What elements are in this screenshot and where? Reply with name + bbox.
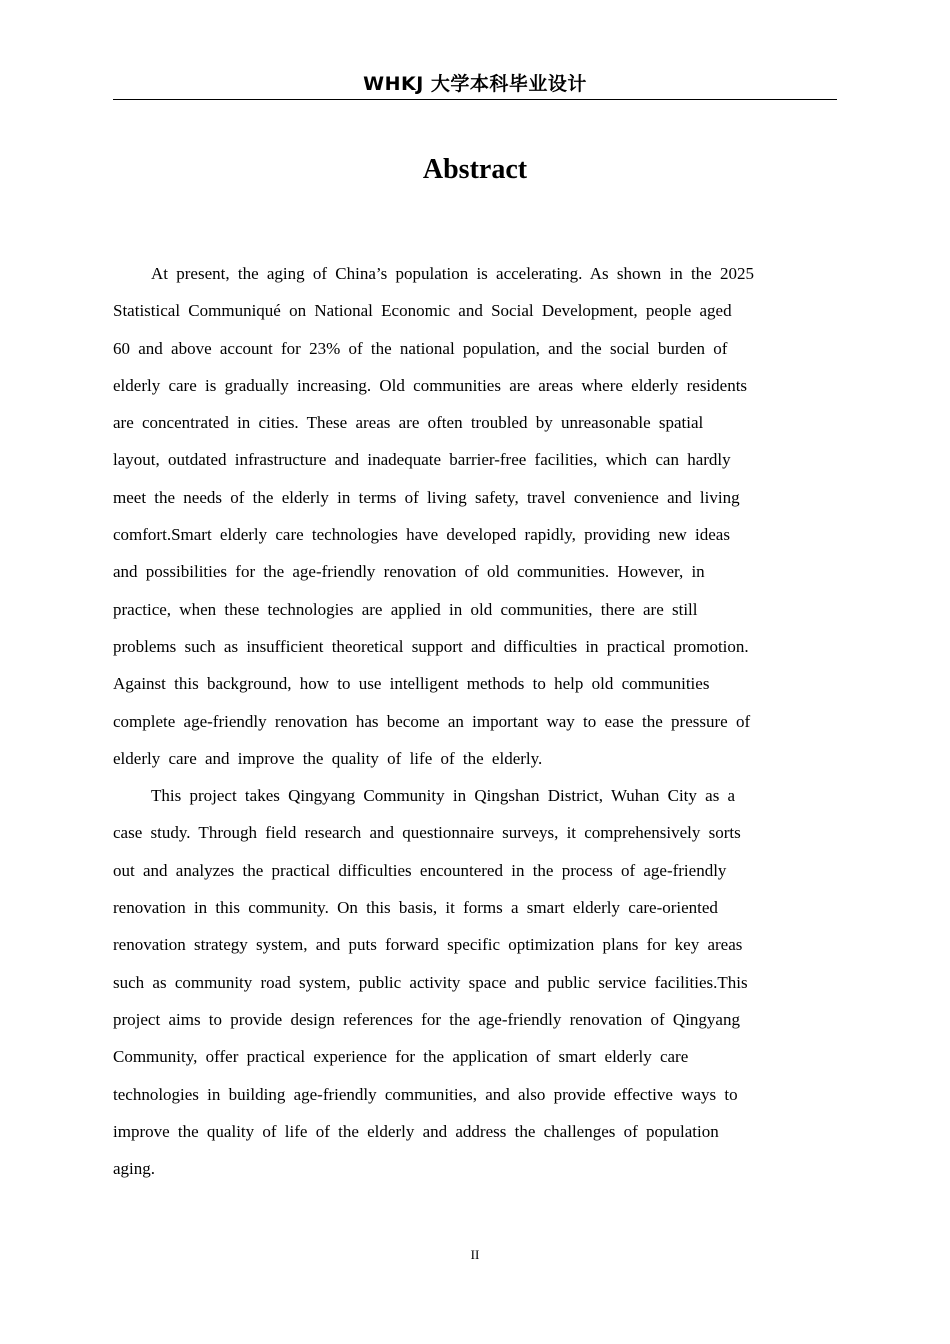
- text-line: meet the needs of the elderly in terms of living safety, travel convenience and living: [113, 487, 740, 507]
- text-line: This project takes Qingyang Community in Qingshan District, Wuhan City as a: [151, 786, 736, 806]
- text-line: Against this background, how to use intelligent methods to help old communities: [113, 674, 710, 694]
- paragraph-2: [113, 777, 837, 1187]
- paragraph-1: [113, 255, 837, 777]
- text-line: such as community road system, public activity space and public service facilities.This: [113, 972, 748, 992]
- text-line: out and analyzes the practical difficulties encountered in the process of age-friendly: [113, 860, 727, 880]
- text-line: are concentrated in cities. These areas are often troubled by unreasonable spatial: [113, 413, 704, 433]
- text-line: 60 and above account for 23% of the national population, and the social burden of: [113, 338, 728, 358]
- header-text: WHKJ 大学本科毕业设计: [363, 73, 587, 95]
- text-line: elderly care is gradually increasing. Old communities are areas where elderly residents: [113, 375, 748, 395]
- text-line: aging.: [113, 1159, 156, 1179]
- text-line: project aims to provide design references for the age-friendly renovation of Qingyang: [113, 1009, 740, 1029]
- abstract-body: [113, 255, 837, 1187]
- text-line: renovation in this community. On this basis, it forms a smart elderly care-oriented: [113, 898, 718, 918]
- text-line: practice, when these technologies are applied in old communities, there are still: [113, 599, 698, 619]
- running-header: [113, 70, 837, 100]
- text-line: Statistical Communiqué on National Economic and Social Development, people aged: [113, 301, 732, 321]
- text-line: renovation strategy system, and puts forward specific optimization plans for key areas: [113, 935, 743, 955]
- text-line: Community, offer practical experience for the application of smart elderly care: [113, 1047, 689, 1067]
- text-line: technologies in building age-friendly communities, and also provide effective ways to: [113, 1084, 738, 1104]
- text-line: layout, outdated infrastructure and inadequate barrier-free facilities, which can hardly: [113, 450, 731, 470]
- text-line: elderly care and improve the quality of life of the elderly.: [113, 748, 543, 768]
- text-line: and possibilities for the age-friendly renovation of old communities. However, in: [113, 562, 705, 582]
- page-number: II: [470, 1247, 480, 1262]
- page-title: Abstract: [422, 154, 528, 185]
- text-line: At present, the aging of China’s population is accelerating. As shown in the 2025: [151, 264, 754, 283]
- text-line: problems such as insufficient theoretical support and difficulties in practical promotion.: [113, 636, 749, 656]
- text-line: improve the quality of life of the elderly and address the challenges of population: [113, 1121, 719, 1141]
- text-line: complete age-friendly renovation has become an important way to ease the pressure of: [113, 711, 751, 731]
- text-line: case study. Through field research and questionnaire surveys, it comprehensively sorts: [113, 823, 741, 843]
- text-line: comfort.Smart elderly care technologies have developed rapidly, providing new ideas: [113, 525, 730, 545]
